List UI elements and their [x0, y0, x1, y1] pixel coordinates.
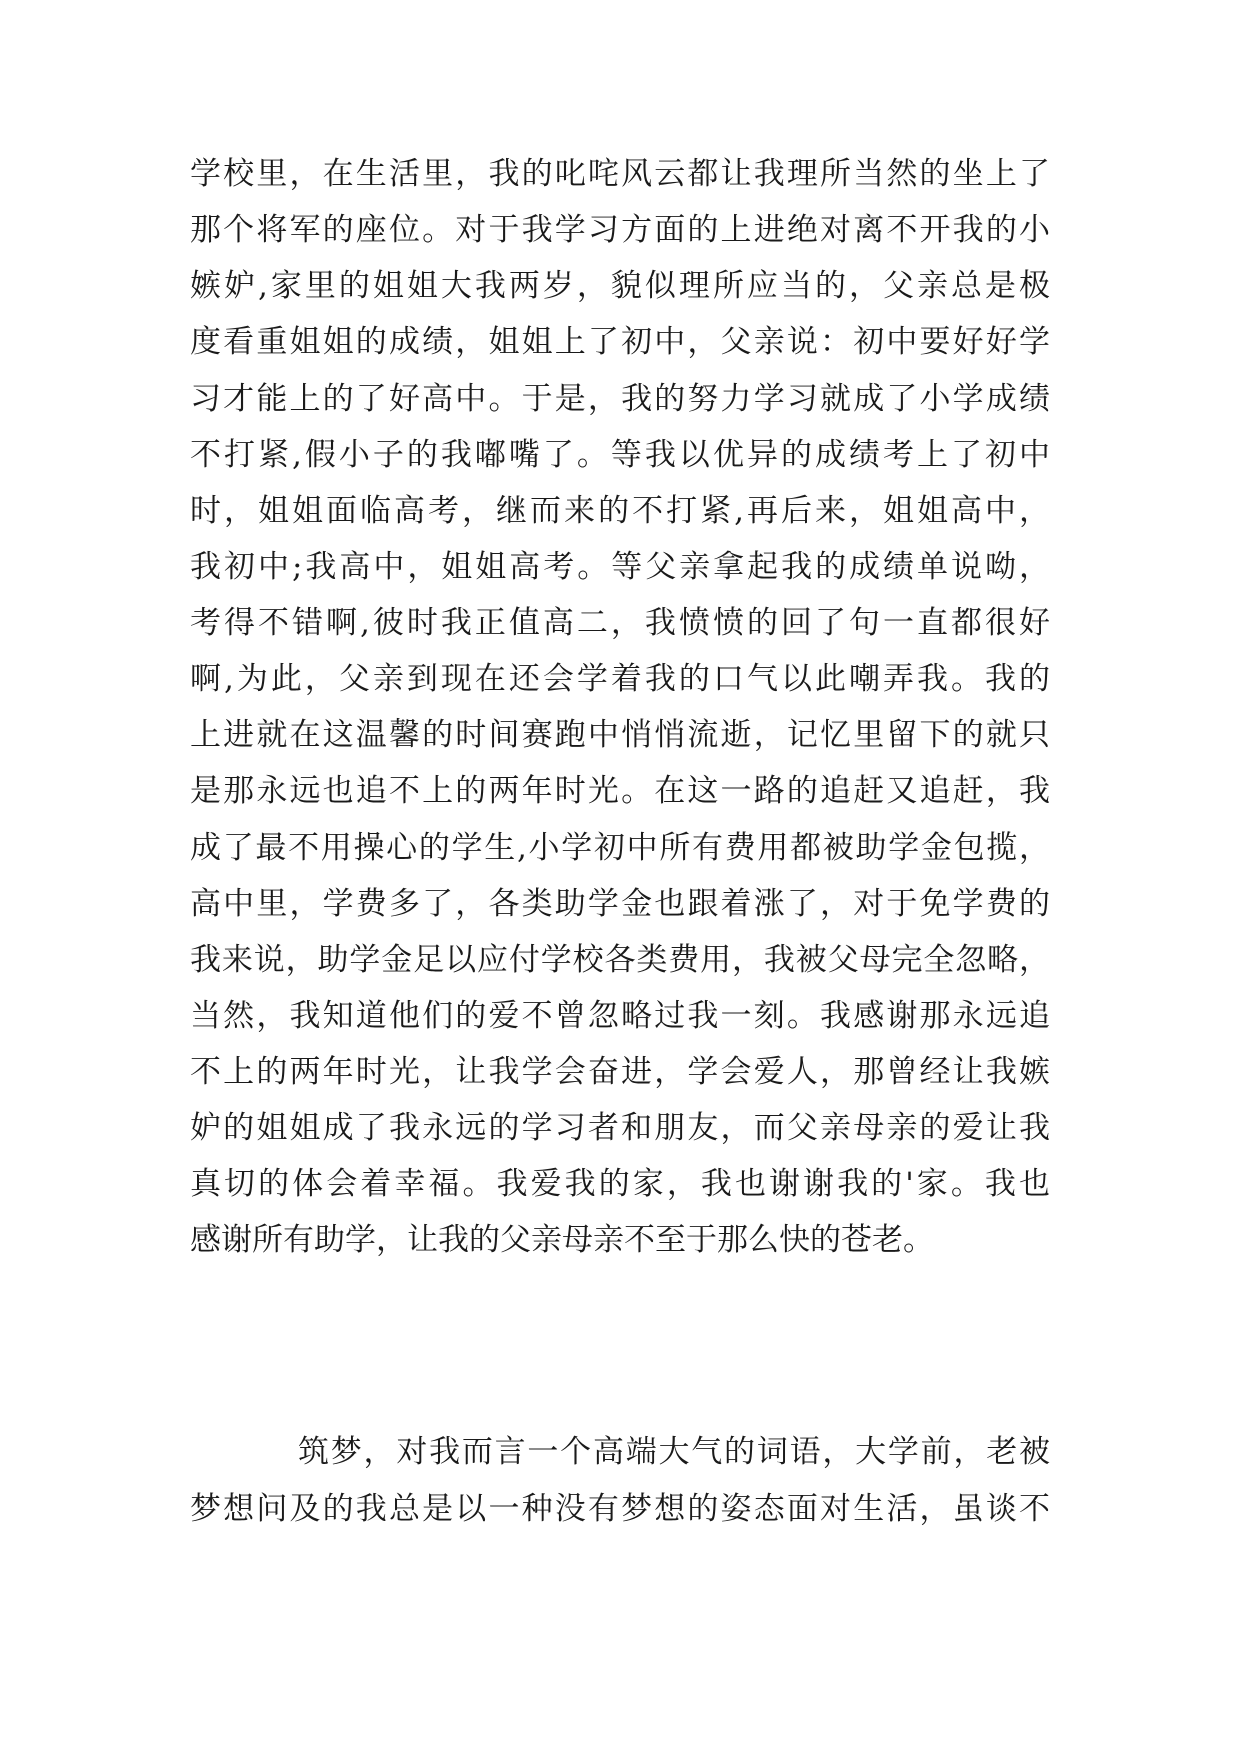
text-line: 考得不错啊,彼时我正值高二，我愤愤的回了句一直都很好	[190, 605, 1050, 641]
text-line: 习才能上的了好高中。于是，我的努力学习就成了小学成绩	[190, 381, 1050, 417]
text-line: 不上的两年时光，让我学会奋进，学会爱人，那曾经让我嫉	[190, 1054, 1050, 1090]
text-line: 啊,为此，父亲到现在还会学着我的口气以此嘲弄我。我的	[190, 661, 1050, 697]
text-line: 妒的姐姐成了我永远的学习者和朋友，而父亲母亲的爱让我	[190, 1110, 1050, 1146]
text-line: 不打紧,假小子的我嘟嘴了。等我以优异的成绩考上了初中	[190, 437, 1050, 473]
text-line: 嫉妒,家里的姐姐大我两岁，貌似理所应当的，父亲总是极	[190, 268, 1050, 304]
text-line: 筑梦，对我而言一个高端大气的词语，大学前，老被	[298, 1434, 1050, 1470]
text-line: 真切的体会着幸福。我爱我的家，我也谢谢我的'家。我也	[190, 1166, 1050, 1202]
text-line: 感谢所有助学，让我的父亲母亲不至于那么快的苍老。	[190, 1222, 934, 1258]
text-line: 我初中;我高中，姐姐高考。等父亲拿起我的成绩单说呦，	[190, 549, 1050, 585]
text-line: 度看重姐姐的成绩，姐姐上了初中，父亲说：初中要好好学	[190, 324, 1050, 360]
text-line: 当然，我知道他们的爱不曾忽略过我一刻。我感谢那永远追	[190, 998, 1050, 1034]
text-line: 那个将军的座位。对于我学习方面的上进绝对离不开我的小	[190, 212, 1050, 248]
text-line: 时，姐姐面临高考，继而来的不打紧,再后来，姐姐高中，	[190, 493, 1050, 529]
text-line: 我来说，助学金足以应付学校各类费用，我被父母完全忽略，	[190, 942, 1050, 978]
text-line: 是那永远也追不上的两年时光。在这一路的追赶又追赶，我	[190, 773, 1050, 809]
text-line: 学校里，在生活里，我的叱咤风云都让我理所当然的坐上了	[190, 156, 1050, 192]
text-line: 成了最不用操心的学生,小学初中所有费用都被助学金包揽，	[190, 830, 1050, 866]
text-line: 梦想问及的我总是以一种没有梦想的姿态面对生活，虽谈不	[190, 1491, 1050, 1527]
text-line: 上进就在这温馨的时间赛跑中悄悄流逝，记忆里留下的就只	[190, 717, 1050, 753]
text-line: 高中里，学费多了，各类助学金也跟着涨了，对于免学费的	[190, 886, 1050, 922]
